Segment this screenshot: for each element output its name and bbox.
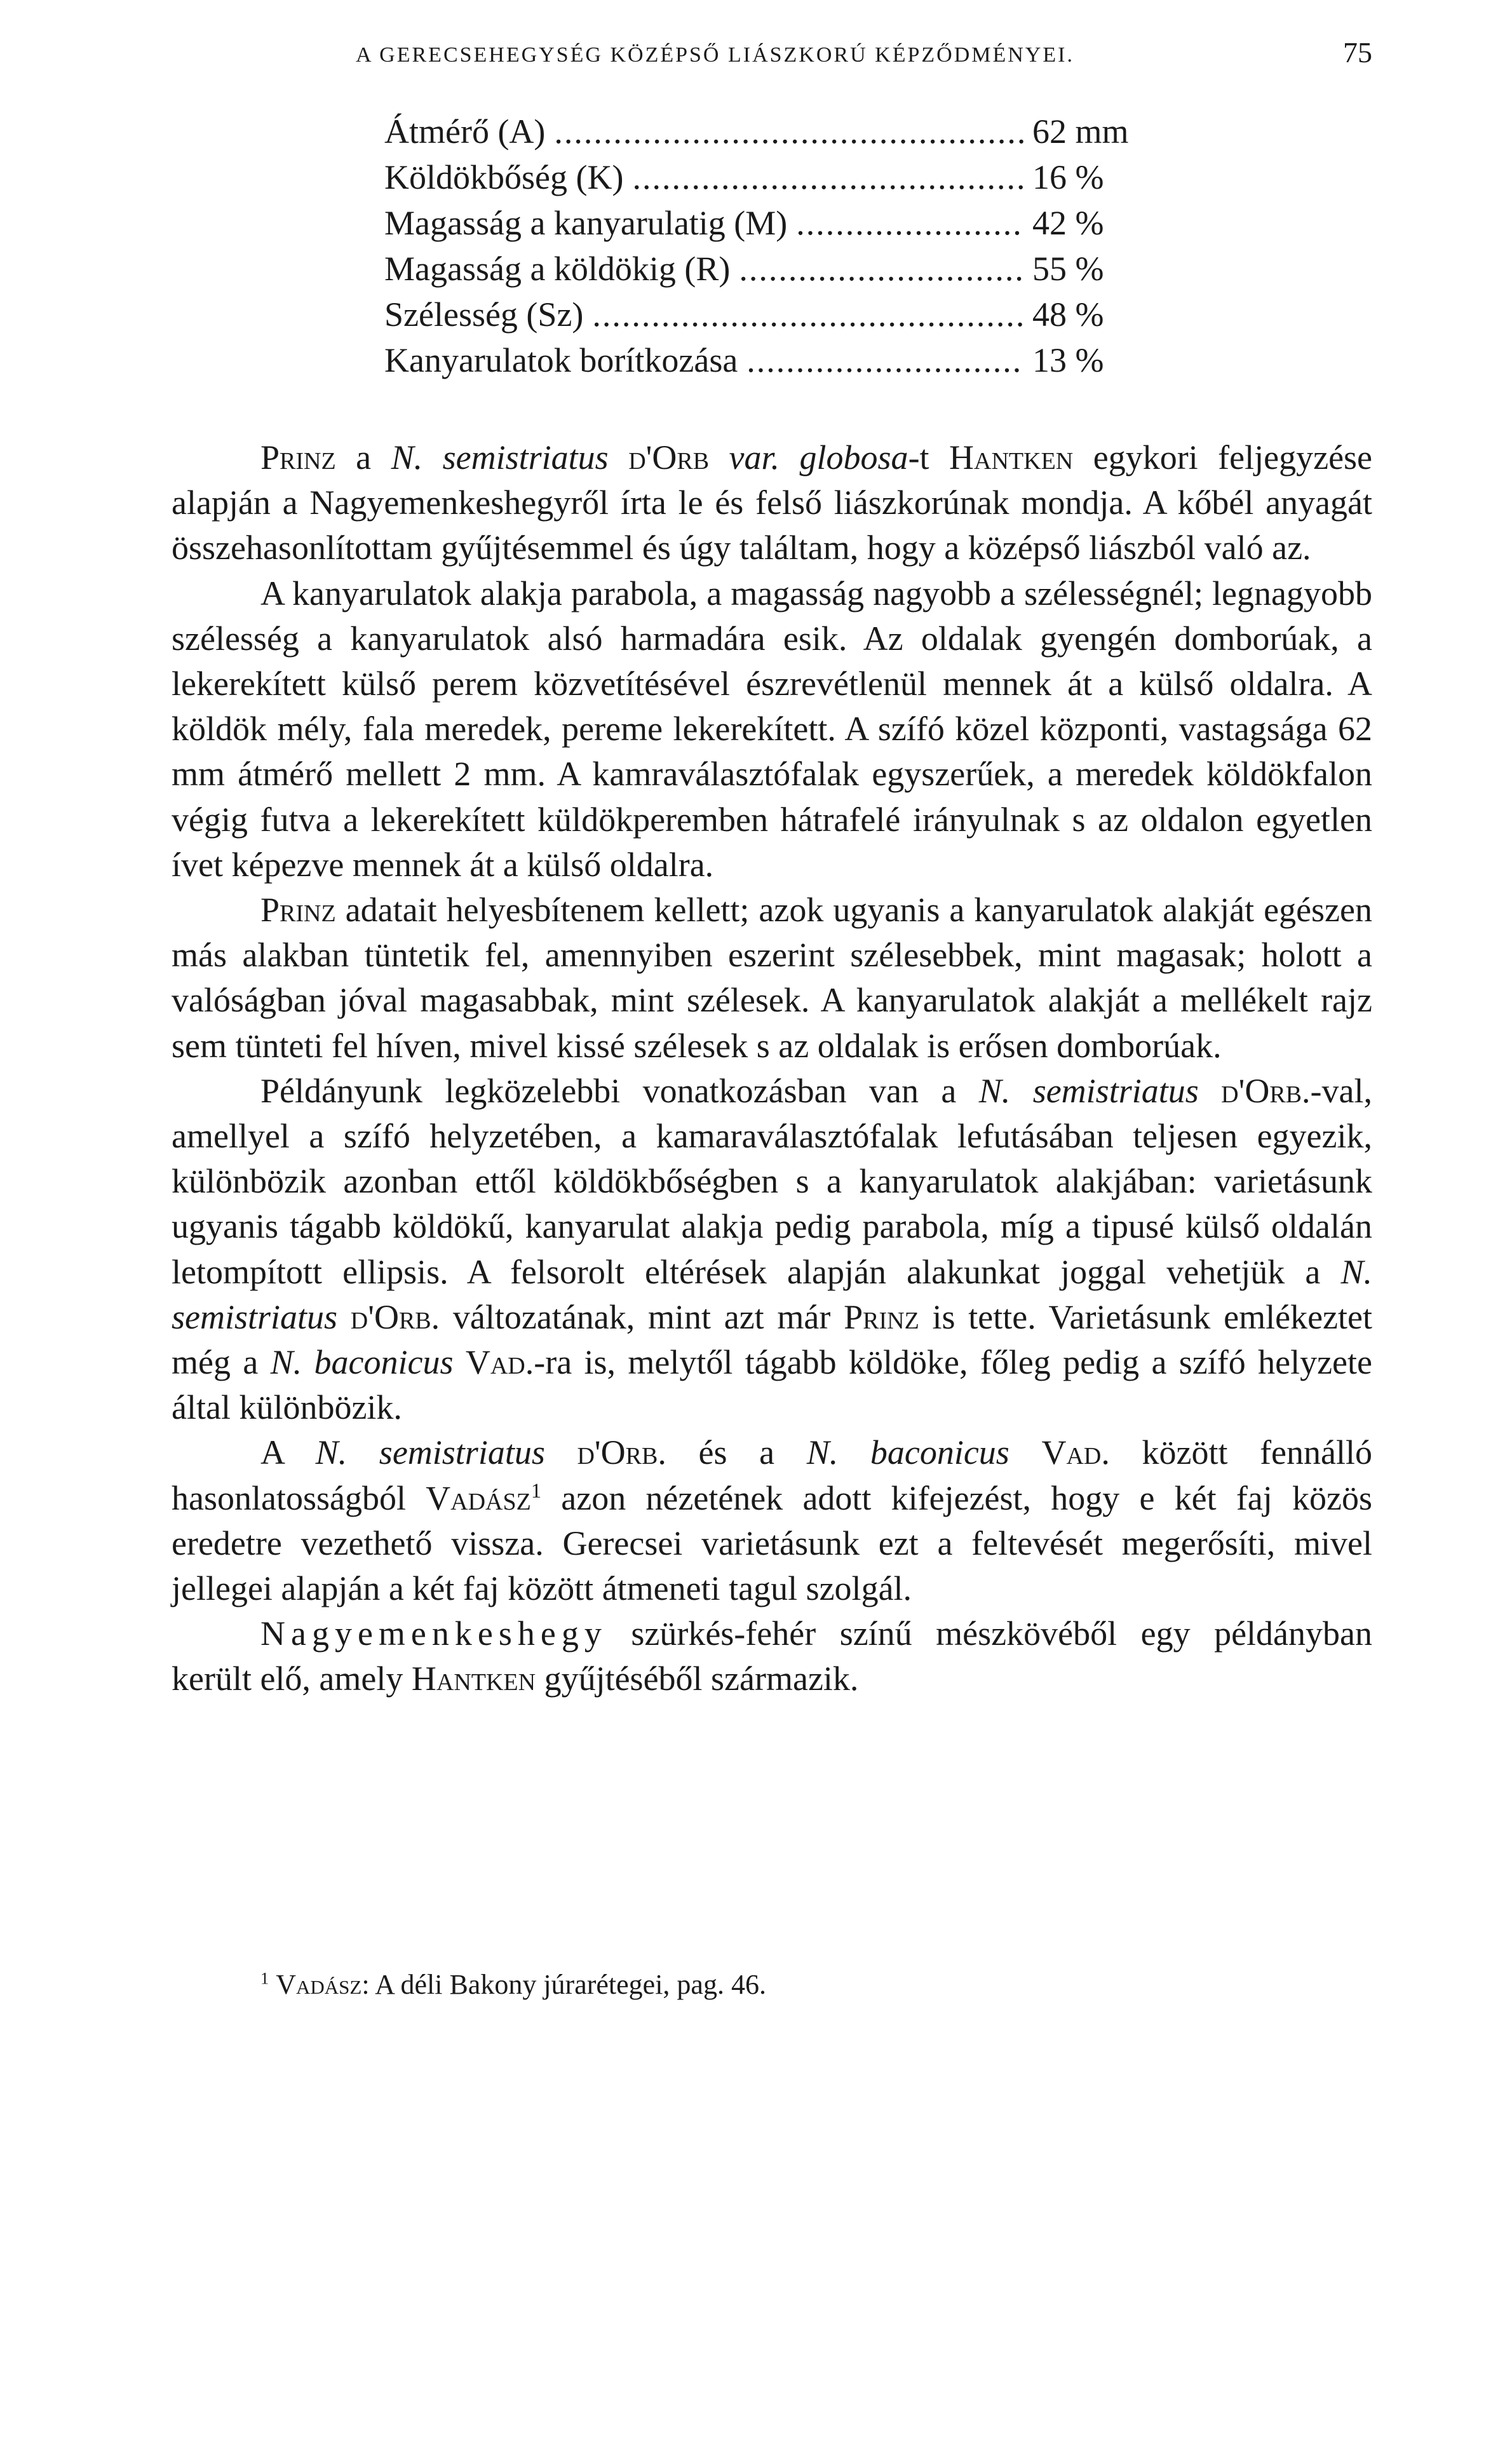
taxon-name: N. semistriatus: [172, 1252, 1372, 1336]
taxon-name: N. baconicus: [806, 1433, 1009, 1472]
author-name: Vadász: [426, 1478, 531, 1517]
page-number: 75: [1343, 36, 1372, 69]
text-run: gyűjtéséből származik.: [536, 1660, 859, 1698]
paragraph-1: [172, 435, 1372, 571]
measurement-value: 16 %: [1032, 158, 1104, 196]
taxon-name: N. baconicus: [270, 1343, 454, 1382]
author-name: Prinz: [260, 891, 336, 930]
author-name: Vad.: [465, 1343, 534, 1382]
text-run: és a: [666, 1433, 807, 1472]
author-name: d'Orb.: [577, 1433, 666, 1472]
author-name: Vad.: [1041, 1433, 1110, 1472]
footnote-mark: 1: [260, 1968, 269, 1988]
dot-leader: [592, 295, 1023, 334]
text-run: azon nézetének adott kifejezést, hogy e két faj közös eredetre vezethető vissza. Gerecsei varietásunk ezt a feltevését megerősíti, mivel jellegei alapján a két faj között átmeneti tagul szolgál.: [172, 1478, 1372, 1608]
dot-leader: [632, 158, 1023, 197]
measurement-value: 42 %: [1032, 204, 1104, 242]
text-run: között fennálló hasonlatosságból: [172, 1433, 1373, 1517]
measurement-row: [384, 112, 1159, 158]
author-name: Hantken: [949, 438, 1074, 477]
taxon-name: N. semistriatus: [978, 1071, 1199, 1110]
paragraph-4: [172, 1069, 1372, 1431]
measurement-row: [384, 341, 1159, 386]
paragraph-3: [172, 888, 1372, 1069]
author-name: Prinz: [260, 438, 336, 477]
measurement-row: [384, 158, 1159, 203]
footnote-text: : A déli Bakony júrarétegei, pag. 46.: [361, 1969, 766, 2000]
measurement-label: Magasság a köldökig (R): [384, 250, 731, 288]
body-text: [172, 435, 1372, 1702]
text-run: -val, amellyel a szífó helyzetében, a kamaraválasztófalak lefutásában teljesen egyezik, különbözik azonban ettől köldökbőségben s a kanyarulatok alakjában: varietásunk ugyanis tágabb köldökű, kanyarulat alakja pedig parabola, míg a tipusé külső oldalán letompított ellipsis. A felsorolt eltérések alapján alakunkat joggal vehetjük a: [172, 1071, 1372, 1291]
measurement-value: 13 %: [1032, 341, 1104, 379]
text-run: [337, 1298, 351, 1336]
author-name: d'Orb: [628, 438, 710, 477]
measurement-label: Köldökbőség (K): [384, 158, 624, 196]
text-run: szürkés-fehér színű mészkövéből egy példányban került elő, amely: [172, 1614, 1372, 1698]
measurement-label: Kanyarulatok borítkozása: [384, 341, 738, 379]
taxon-name: var. globosa: [709, 438, 908, 477]
measurement-value: 55 %: [1032, 250, 1104, 288]
measurement-value: 62 mm: [1032, 112, 1129, 151]
measurement-list: [384, 112, 1159, 386]
dot-leader: [746, 341, 1023, 380]
paragraph-5: [172, 1430, 1372, 1611]
footnote: [260, 1968, 766, 2001]
text-run: [1199, 1072, 1221, 1110]
text-run: -ra is, melytől tágabb köldöke, főleg pedig a szífó helyzete által különbözik.: [172, 1343, 1372, 1427]
text-run: [1009, 1433, 1042, 1471]
author-name: Prinz: [844, 1297, 919, 1336]
paragraph-2: A kanyarulatok alakja parabola, a magasság nagyobb a szélességnél; legnagyobb szélesség a kanyarulatok alsó harmadára esik. Az oldalak gyengén domborúak, a lekerekített külső perem közvetítésével észrevétlenül mennek át a külső oldalra. A köldök mély, fala meredek, pereme lekerekített. A szífó közel központi, vastagsága 62 mm átmérő mellett 2 mm. A kamraválasztófalak egyszerűek, a meredek köldökfalon végig futva a lekerekített küldökperemben hátrafelé irányulnak s az oldalon egyetlen ívet képezve mennek át a külső oldalra.: [172, 574, 1372, 884]
header-title: A GERECSEHEGYSÉG KÖZÉPSŐ LIÁSZKORÚ KÉPZŐDMÉNYEI.: [356, 43, 1074, 67]
measurement-row: [384, 295, 1159, 341]
text-run: -t: [908, 438, 950, 477]
measurement-label: Szélesség (Sz): [384, 295, 584, 334]
text-run: egykori feljegyzése alapján a Nagyemenkeshegyről írta le és felső liászkorúnak mondja. A kőbél anyagát összehasonlítottam gyűjtésemmel és úgy találtam, hogy a középső liászból való az.: [172, 438, 1373, 567]
running-header: [172, 30, 1372, 81]
dot-leader: [554, 112, 1023, 151]
author-name: d'Orb.: [1221, 1071, 1311, 1110]
text-run: a: [335, 438, 391, 477]
dot-leader: [796, 203, 1023, 243]
measurement-label: Magasság a kanyarulatig (M): [384, 204, 788, 242]
text-run: Példányunk legközelebbi vonatkozásban van a: [260, 1071, 979, 1110]
text-run: változatának, mint azt már: [440, 1297, 844, 1336]
text-run: adatait helyesbítenem kellett; azok ugyanis a kanyarulatok alakját egészen más alakban tüntetik fel, amennyiben eszerint szélesebbek, mint magasak; holott a valóságban jóval magasabbak, mint szélesek. A kanyarulatok alakját a mellékelt rajz sem tünteti fel híven, mivel kissé szélesek s az oldalak is erősen domborúak.: [172, 891, 1372, 1065]
measurement-label: Átmérő (A): [384, 112, 546, 151]
measurement-value: 48 %: [1032, 295, 1104, 334]
taxon-name: N. semistriatus: [315, 1433, 545, 1472]
text-run: [453, 1343, 465, 1381]
paragraph-6: [172, 1611, 1372, 1701]
footnote-reference: 1: [530, 1479, 542, 1503]
author-name: d'Orb.: [350, 1297, 440, 1336]
taxon-name: N. semistriatus: [391, 438, 609, 477]
measurement-row: [384, 249, 1159, 295]
text-run: is tette. Varietásunk emlékeztet még a: [172, 1297, 1373, 1382]
text-run: [545, 1433, 577, 1471]
footnote-author: Vadász: [276, 1969, 362, 2000]
text-run: A: [260, 1433, 316, 1472]
text-run: [609, 438, 629, 477]
author-name: Hantken: [411, 1660, 536, 1698]
measurement-row: [384, 203, 1159, 249]
dot-leader: [739, 249, 1023, 288]
locality-name: Nagyemenkeshegy: [260, 1614, 607, 1653]
